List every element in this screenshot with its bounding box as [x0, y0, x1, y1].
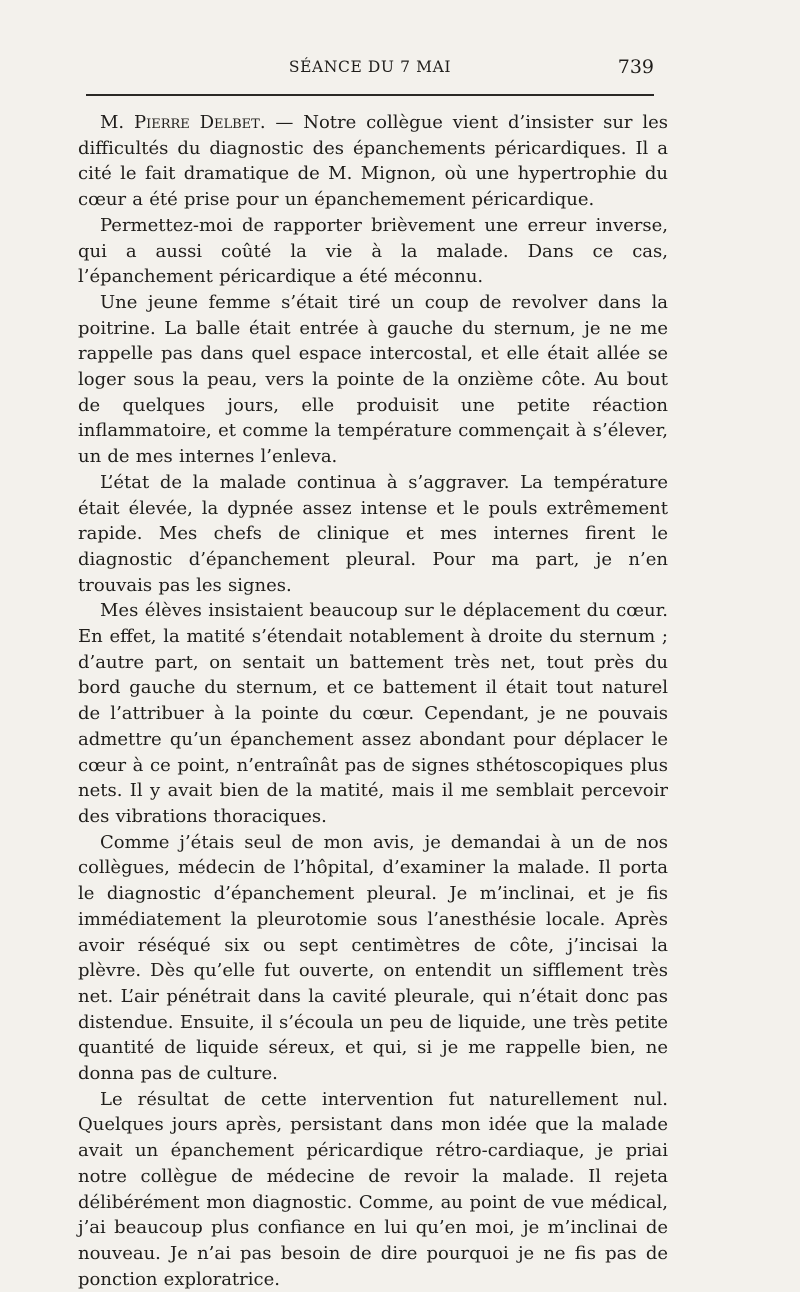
speaker-name: M. Pierre Delbet.: [100, 112, 266, 133]
paragraph-4: L’état de la malade continua à s’aggraver. La température était élevée, la dypnée assez intense et le pouls extrêmement rapide. Mes chefs de clinique et mes internes firent le diagnostic d’épanchement pleural. Pour ma part, je n’en trouvais pas les signes.: [78, 471, 668, 596]
paragraph-6: Comme j’étais seul de mon avis, je demandai à un de nos collègues, médecin de l’hôpital, d’examiner la malade. Il porta le diagnostic d’épanchement pleural. Je m’inclinai, et je fis immédiatement la pleurotomie sous l’anesthésie locale. Après avoir réséqué six ou sept centimètres de côte, j’incisai la plèvre. Dès qu’elle fut ouverte, on entendit un sifflement très net. L’air pénétrait dans la cavité pleurale, qui n’était donc pas distendue. Ensuite, il s’écoula un peu de liquide, une très petite quantité de liquide séreux, et qui, si je me rappelle bien, ne donna pas de culture.: [78, 831, 668, 1085]
header-rule: [86, 94, 654, 96]
page-header: [86, 58, 654, 84]
body-text: [78, 110, 668, 1292]
paragraph-5: Mes élèves insistaient beaucoup sur le déplacement du cœur. En effet, la matité s’étendait notablement à droite du sternum ; d’autre part, on sentait un battement très net, tout près du bord gauche du sternum, et ce battement il était tout naturel de l’attribuer à la pointe du cœur. Cependant, je ne pouvais admettre qu’un épanchement assez abondant pour déplacer le cœur à ce point, n’entraînât pas de signes sthétoscopiques plus nets. Il y avait bien de la matité, mais il me semblait percevoir des vibrations thoraciques.: [78, 600, 668, 827]
paragraph-7: Le résultat de cette intervention fut naturellement nul. Quelques jours après, persistant dans mon idée que la malade avait un épanchement péricardique rétro-cardiaque, je priai notre collègue de médecine de revoir la malade. Il rejeta délibérément mon diagnostic. Comme, au point de vue médical, j’ai beaucoup plus confiance en lui qu’en moi, je m’inclinai de nouveau. Je n’ai pas besoin de dire pourquoi je ne fis pas de ponction exploratrice.: [78, 1088, 668, 1290]
paragraph-2: Permettez-moi de rapporter brièvement une erreur inverse, qui a aussi coûté la vie à la malade. Dans ce cas, l’épanchement péricardique a été méconnu.: [78, 214, 668, 288]
paragraph-1: [78, 110, 668, 213]
page-number: 739: [617, 56, 654, 78]
running-title: SÉANCE DU 7 MAI: [288, 58, 452, 76]
paragraph-3: Une jeune femme s’était tiré un coup de revolver dans la poitrine. La balle était entrée à gauche du sternum, je ne me rappelle pas dans quel espace intercostal, et elle était allée se loger sous la peau, vers la pointe de la onzième côte. Au bout de quelques jours, elle produisit une petite réaction inflammatoire, et comme la température commençait à s’élever, un de mes internes l’enleva.: [78, 291, 668, 468]
paragraph-1-text: — Notre collègue vient d’insister sur les difficultés du diagnostic des épanchements péricardiques. Il a cité le fait dramatique de M. Mignon, où une hypertrophie du cœur a été prise pour un épanchemement péricardique.: [78, 112, 668, 211]
